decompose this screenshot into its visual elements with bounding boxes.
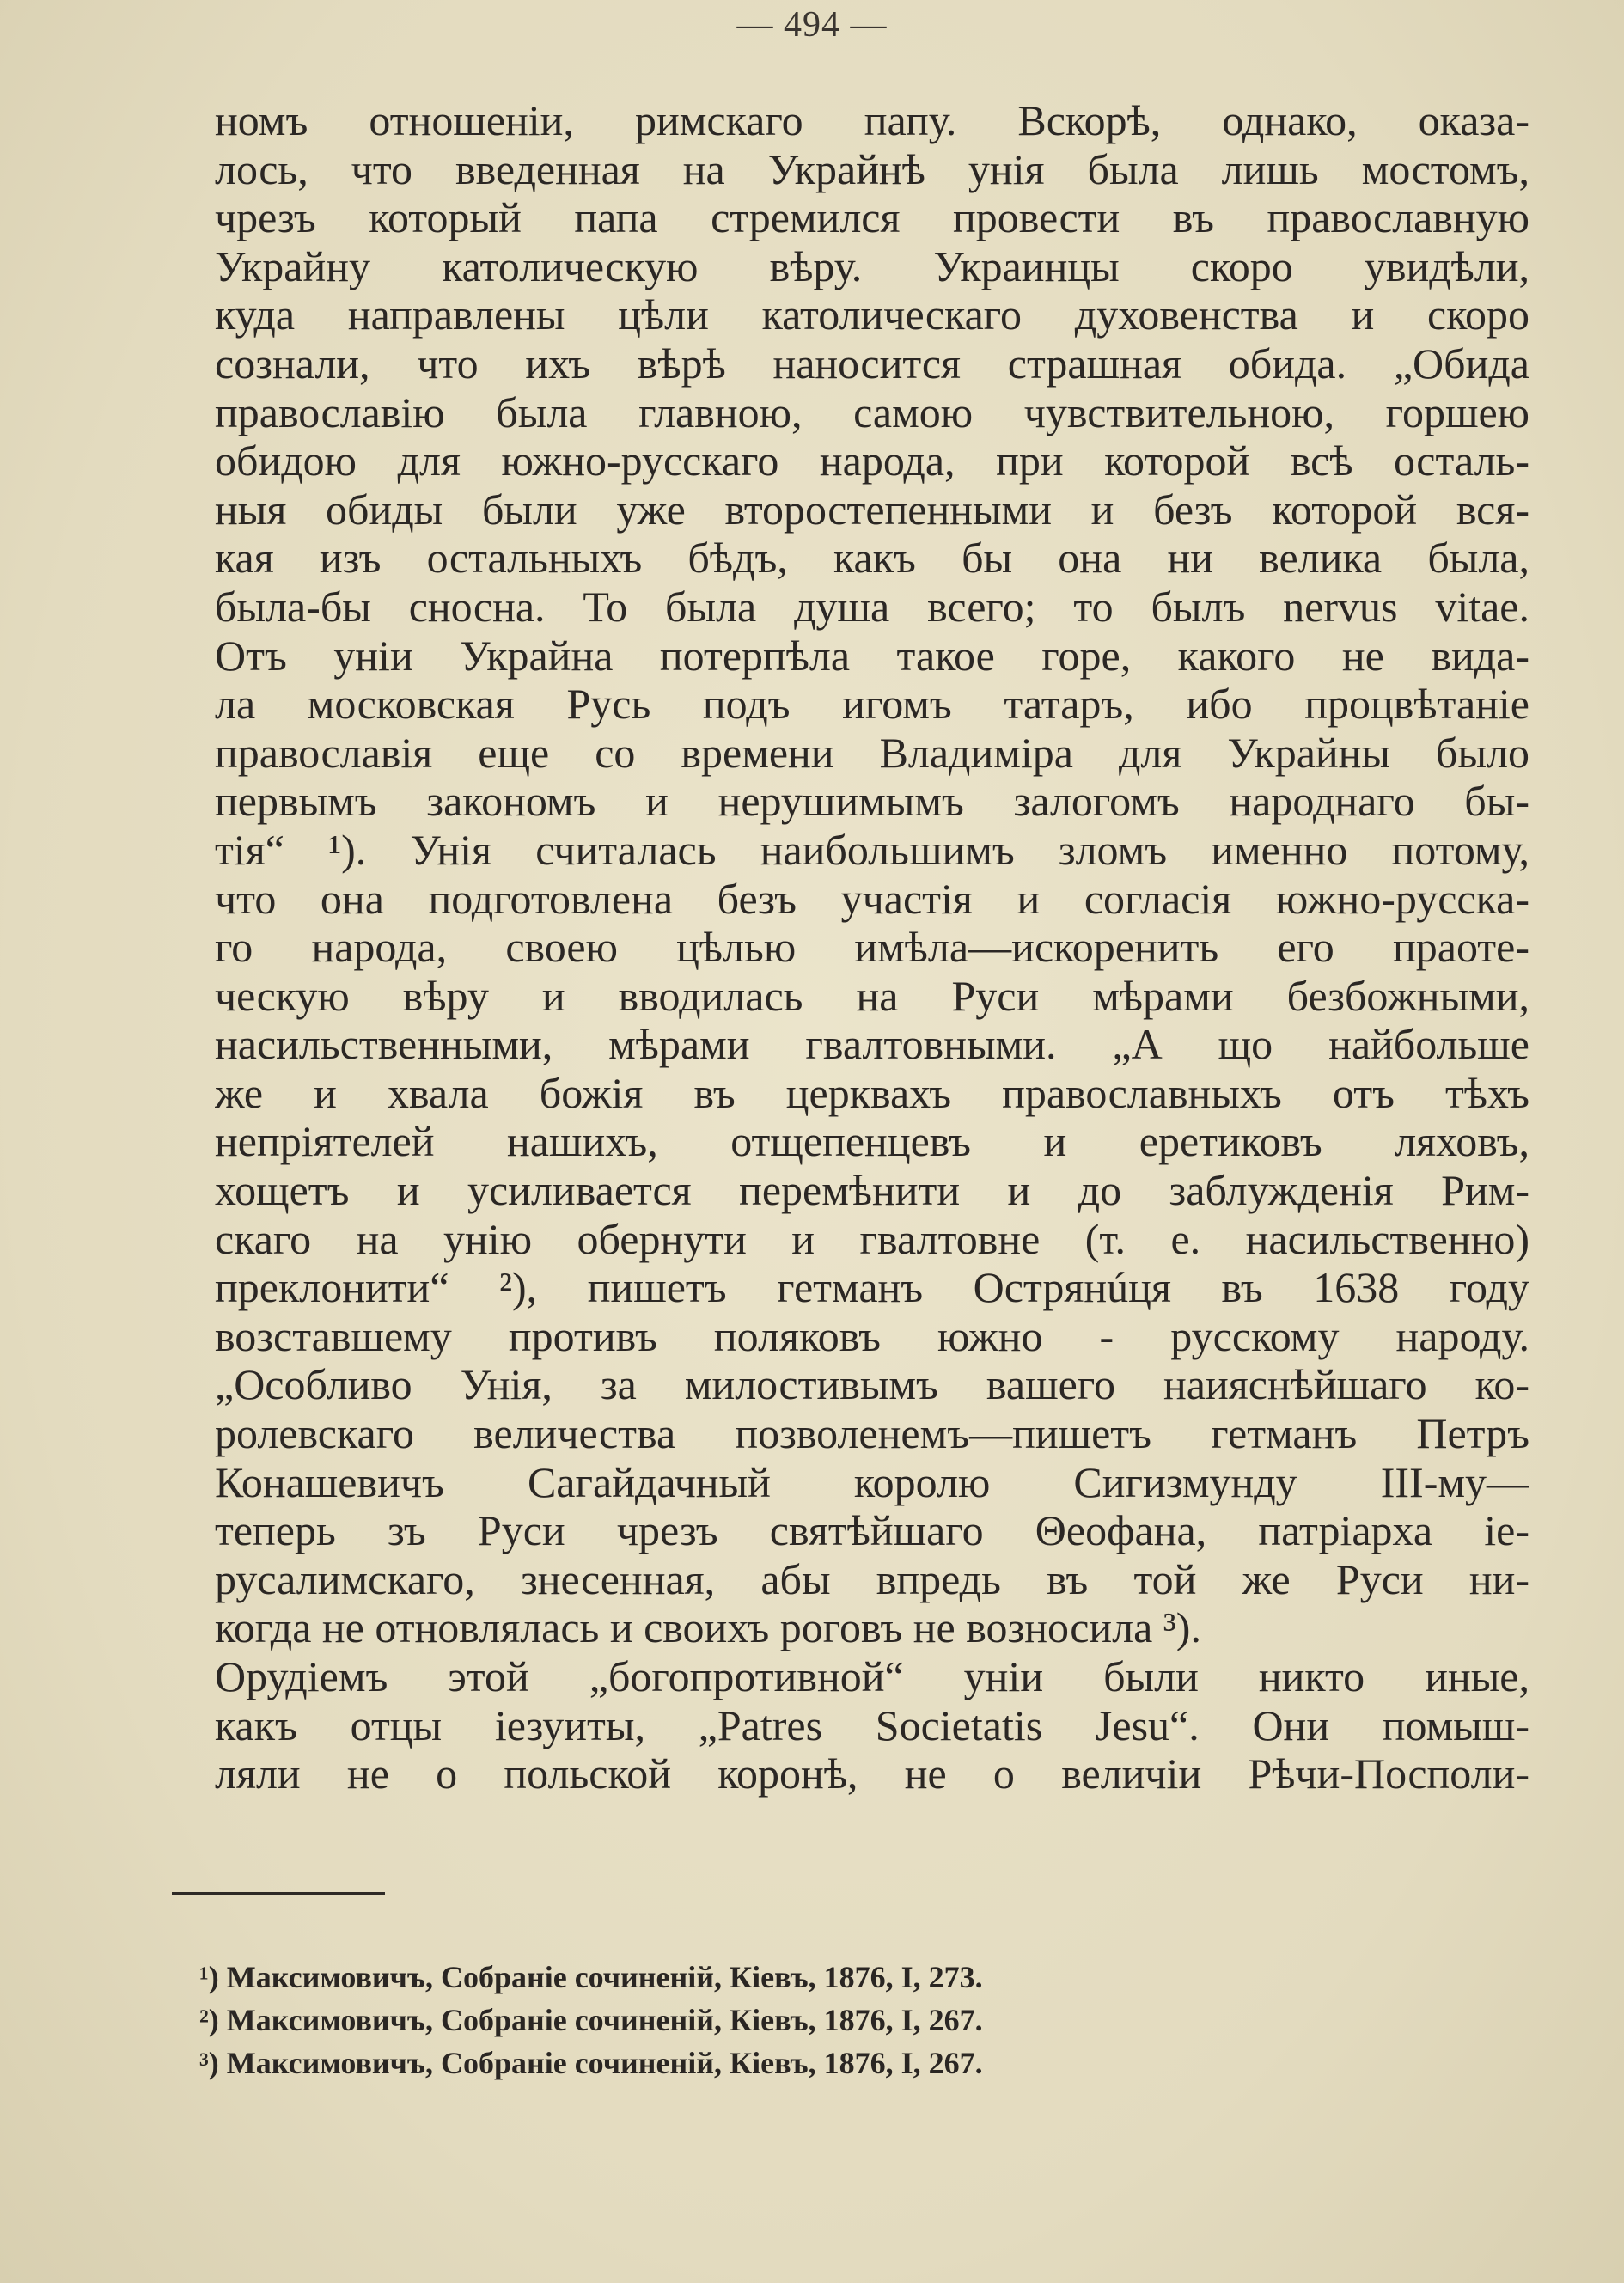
text-line: преклонити“ ²), пишетъ гетманъ Острянúця въ 1638 году bbox=[215, 1263, 1529, 1312]
text-line: насильственными, мѣрами гвалтовными. „А що найбольше bbox=[215, 1020, 1529, 1069]
footnotes bbox=[199, 1956, 1230, 2085]
text-line: кая изъ остальныхъ бѣдъ, какъ бы она ни велика была, bbox=[215, 534, 1529, 583]
text-line: обидою для южно-русскаго народа, при которой всѣ осталь- bbox=[215, 436, 1529, 485]
text-line: чрезъ который папа стремился провести въ православную bbox=[215, 193, 1529, 242]
text-line: ныя обиды были уже второстепенными и безъ которой вся- bbox=[215, 485, 1529, 534]
text-line: ческую вѣру и вводилась на Руси мѣрами безбожными, bbox=[215, 971, 1529, 1020]
text-line: номъ отношеніи, римскаго папу. Вскорѣ, однако, оказа- bbox=[215, 96, 1529, 144]
text-line: ляли не о польской коронѣ, не о величіи Рѣчи-Посполи- bbox=[215, 1749, 1529, 1798]
text-line: же и хвала божія въ церквахъ православныхъ отъ тѣхъ bbox=[215, 1068, 1529, 1117]
text-line: ла московская Русь подъ игомъ татаръ, ибо процвѣтаніе bbox=[215, 680, 1529, 729]
text-line: „Особливо Унія, за милостивымъ вашего наияснѣйшаго ко- bbox=[215, 1360, 1529, 1409]
text-line: православія еще со времени Владиміра для Украйны было bbox=[215, 728, 1529, 777]
text-line: сознали, что ихъ вѣрѣ наносится страшная обида. „Обида bbox=[215, 339, 1529, 388]
text-line: что она подготовлена безъ участія и согласія южно-русска- bbox=[215, 874, 1529, 923]
footnote-3: ³) Максимовичъ, Собраніе сочиненій, Кіевъ, 1876, I, 267. bbox=[199, 2046, 983, 2080]
text-line: Конашевичъ Сагайдачный королю Сигизмунду III-му— bbox=[215, 1457, 1529, 1506]
text-line: ролевскаго величества позволенемъ—пишетъ гетманъ Петръ bbox=[215, 1409, 1529, 1458]
text-line: хощетъ и усиливается перемѣнити и до заблужденія Рим- bbox=[215, 1166, 1529, 1215]
text-line: русалимскаго, знесенная, абы впредь въ той же Руси ни- bbox=[215, 1554, 1529, 1603]
text-line: го народа, своею цѣлью имѣла—искоренить его праоте- bbox=[215, 923, 1529, 972]
text-line: тія“ ¹). Унія считалась наибольшимъ зломъ именно потому, bbox=[215, 825, 1529, 874]
footnote-divider bbox=[172, 1892, 385, 1895]
text-line: когда не отновлялась и своихъ роговъ не возносила ³). bbox=[215, 1603, 1201, 1652]
text-line: была-бы сносна. То была душа всего; то былъ nervus vitae. bbox=[215, 582, 1529, 631]
text-line: Орудіемъ этой „богопротивной“ уніи были никто иные, bbox=[215, 1652, 1529, 1700]
text-line: Отъ уніи Украйна потерпѣла такое горе, какого не вида- bbox=[215, 631, 1529, 680]
text-line: возставшему противъ поляковъ южно - русскому народу. bbox=[215, 1311, 1529, 1360]
footnote-1: ¹) Максимовичъ, Собраніе сочиненій, Кіевъ, 1876, I, 273. bbox=[199, 1960, 983, 1994]
text-line: куда направлены цѣли католическаго духовенства и скоро bbox=[215, 290, 1529, 339]
text-line: какъ отцы іезуиты, „Patres Societatis Jesu“. Они помыш- bbox=[215, 1700, 1529, 1749]
text-line: непріятелей нашихъ, отщепенцевъ и еретиковъ ляховъ, bbox=[215, 1117, 1529, 1166]
text-line: теперь зъ Руси чрезъ святѣйшаго Θеофана, патріарха іе- bbox=[215, 1506, 1529, 1555]
page-number: — 494 — bbox=[736, 5, 888, 45]
text-line: лось, что введенная на Украйнѣ унія была лишь мостомъ, bbox=[215, 144, 1529, 193]
body-text bbox=[215, 96, 1529, 1798]
text-line: Украйну католическую вѣру. Украинцы скоро увидѣли, bbox=[215, 241, 1529, 290]
footnote-2: ²) Максимовичъ, Собраніе сочиненій, Кіевъ, 1876, I, 267. bbox=[199, 2003, 983, 2037]
text-line: первымъ закономъ и нерушимымъ залогомъ народнаго бы- bbox=[215, 777, 1529, 826]
text-line: православію была главною, самою чувствительною, горшею bbox=[215, 388, 1529, 436]
text-line: скаго на унію обернути и гвалтовне (т. е. насильственно) bbox=[215, 1214, 1529, 1263]
